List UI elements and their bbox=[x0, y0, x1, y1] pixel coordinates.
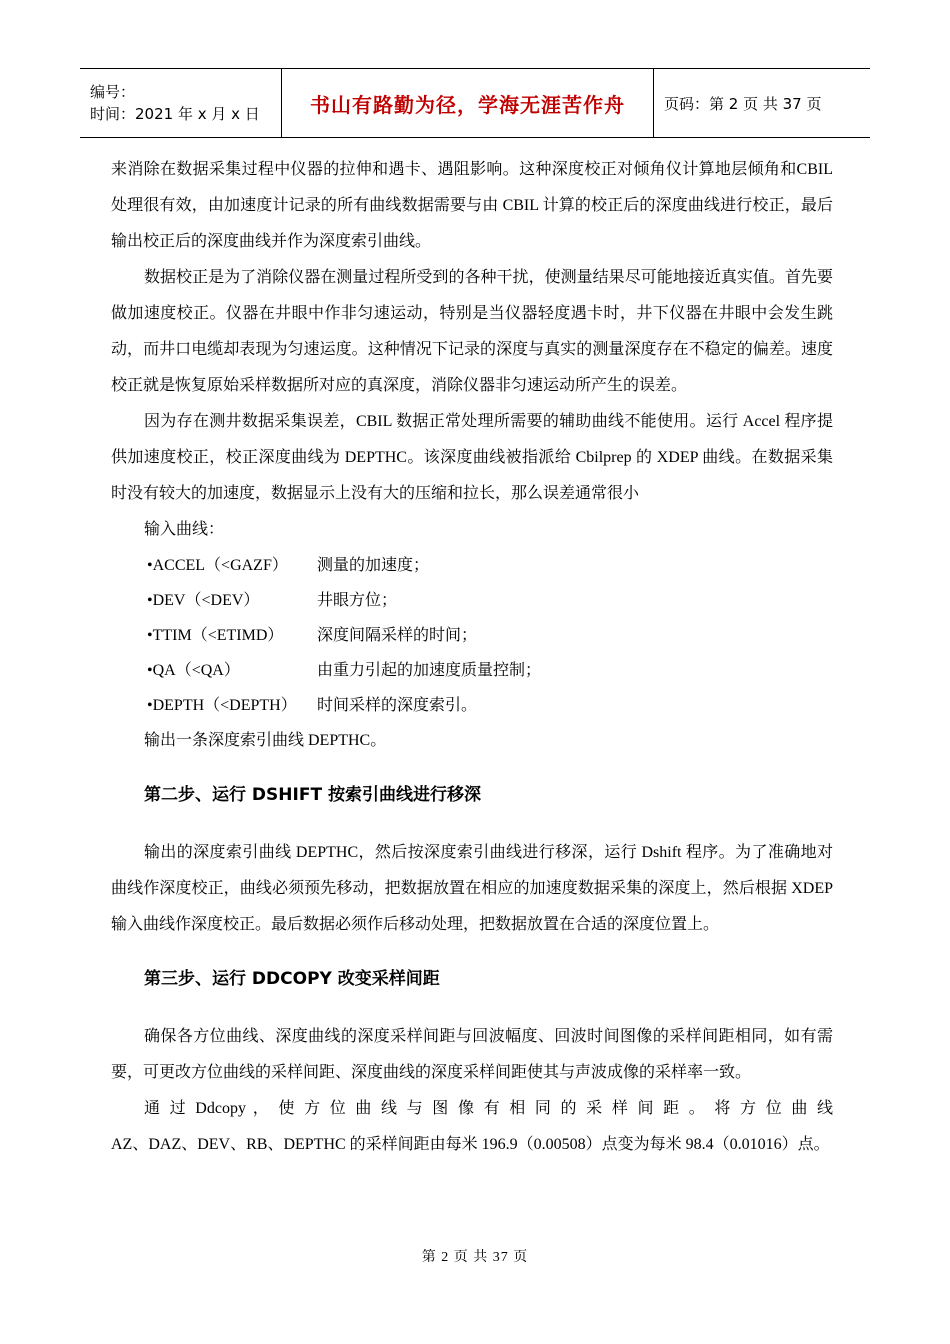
date-label: 时间：2021 年 x 月 x 日 bbox=[90, 105, 260, 123]
curve-description: 深度间隔采样的时间； bbox=[317, 627, 478, 644]
paragraph-1: 来消除在数据采集过程中仪器的拉伸和遇卡、遇阻影响。这种深度校正对倾角仪计算地层倾角和CBIL 处理很有效，由加速度计记录的所有曲线数据需要与由 CBIL 计算的校正后的深度曲线进行校正，最后输出校正后的深度曲线并作为深度索引曲线。 bbox=[111, 161, 833, 250]
curve-code: •ACCEL（<GAZF） bbox=[147, 557, 288, 574]
header-meta-cell bbox=[80, 69, 282, 137]
motto-text: 书山有路勤为径，学海无涯苦作舟 bbox=[310, 92, 625, 117]
header-page-cell bbox=[654, 69, 870, 137]
list-item bbox=[111, 618, 833, 653]
input-curves-label: 输入曲线： bbox=[144, 521, 225, 538]
input-curve-list bbox=[111, 548, 833, 723]
paragraph-4: 输出的深度索引曲线 DEPTHC，然后按深度索引曲线进行移深，运行 Dshift 程序。为了准确地对曲线作深度校正，曲线必须预先移动，把数据放置在相应的加速度数据采集的深度上，然后根据 XDEP 输入曲线作深度校正。最后数据必须作后移动处理，把数据放置在合适的深度位置上。 bbox=[111, 844, 833, 933]
paragraph-3: 因为存在测井数据采集误差，CBIL 数据正常处理所需要的辅助曲线不能使用。运行 Accel 程序提供加速度校正，校正深度曲线为 DEPTHC。该深度曲线被指派给 Cbilprep 的 XDEP 曲线。在数据采集时没有较大的加速度，数据显示上没有大的压缩和拉长，那么误差通常很小 bbox=[111, 413, 833, 502]
page-header bbox=[80, 68, 870, 138]
list-item bbox=[111, 583, 833, 618]
document-body bbox=[111, 152, 833, 1163]
paragraph-6-line-2: AZ、DAZ、DEV、RB、DEPTHC 的采样间距由每米 196.9（0.00508）点变为每米 98.4（0.01016）点。 bbox=[111, 1136, 830, 1153]
paragraph-2: 数据校正是为了消除仪器在测量过程所受到的各种干扰，使测量结果尽可能地接近真实值。首先要做加速度校正。仪器在井眼中作非匀速运动，特别是当仪器轻度遇卡时，井下仪器在井眼中会发生跳动，而井口电缆却表现为匀速运度。这种情况下记录的深度与真实的测量深度存在不稳定的偏差。速度校正就是恢复原始采样数据所对应的真深度，消除仪器非匀速运动所产生的误差。 bbox=[111, 269, 833, 394]
curve-description: 由重力引起的加速度质量控制； bbox=[317, 662, 542, 679]
paragraph-5: 确保各方位曲线、深度曲线的深度采样间距与回波幅度、回波时间图像的采样间距相同，如有需要，可更改方位曲线的采样间距、深度曲线的深度采样间距使其与声波成像的采样率一致。 bbox=[111, 1028, 833, 1081]
curve-description: 时间采样的深度索引。 bbox=[317, 697, 478, 714]
page-footer: 第 2 页 共 37 页 bbox=[421, 1250, 529, 1265]
list-item bbox=[111, 653, 833, 688]
curve-code: •QA（<QA） bbox=[147, 662, 240, 679]
curve-code: •TTIM（<ETIMD） bbox=[147, 627, 284, 644]
step-3-heading: 第三步、运行 DDCOPY 改变采样间距 bbox=[144, 969, 440, 989]
list-item bbox=[111, 688, 833, 723]
curve-description: 井眼方位； bbox=[317, 592, 398, 609]
serial-number-label: 编号： bbox=[90, 83, 136, 101]
page-info: 页码：第 2 页 共 37 页 bbox=[664, 94, 822, 113]
header-motto-cell bbox=[282, 69, 654, 137]
paragraph-6-line-1: 通 过 Ddcopy ， 使 方 位 曲 线 与 图 像 有 相 同 的 采 样 间 距 。 将 方 位 曲 线 bbox=[144, 1100, 833, 1117]
step-2-heading: 第二步、运行 DSHIFT 按索引曲线进行移深 bbox=[144, 785, 481, 805]
curve-code: •DEV（<DEV） bbox=[147, 592, 260, 609]
list-item bbox=[111, 548, 833, 583]
output-curve-line: 输出一条深度索引曲线 DEPTHC。 bbox=[144, 732, 387, 749]
curve-code: •DEPTH（<DEPTH） bbox=[147, 697, 297, 714]
curve-description: 测量的加速度； bbox=[317, 557, 430, 574]
